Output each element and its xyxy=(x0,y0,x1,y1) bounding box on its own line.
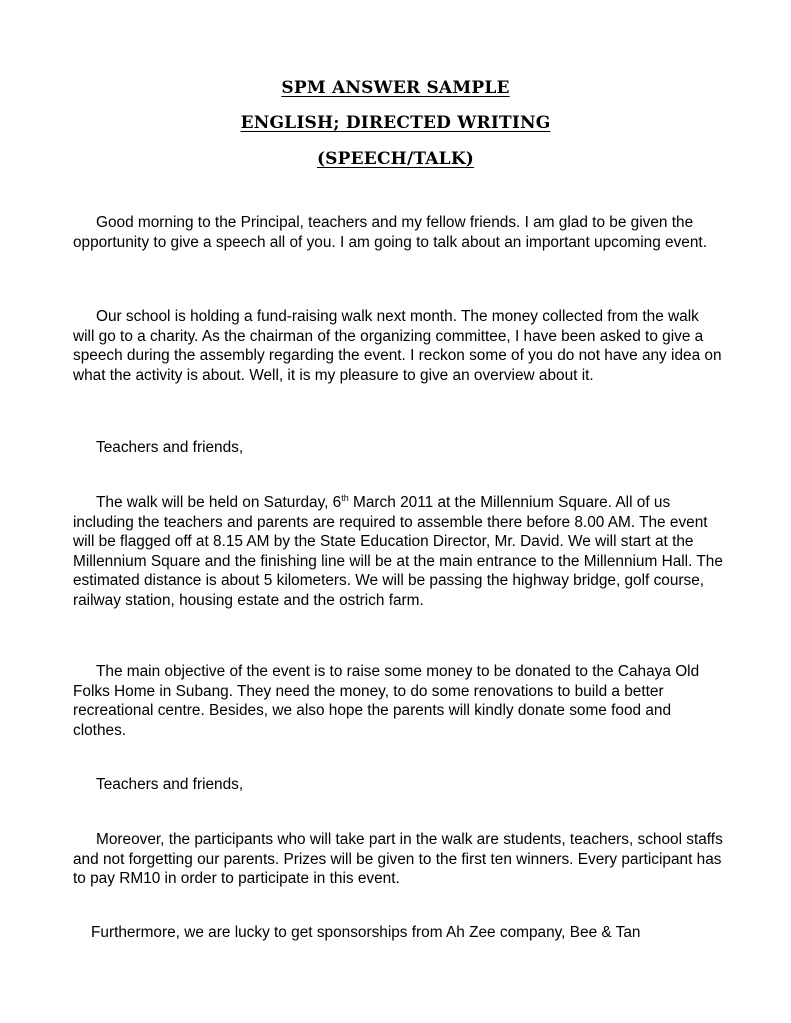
paragraph-address-2: Teachers and friends, xyxy=(96,776,244,793)
document-type-label: (SPEECH/TALK) xyxy=(316,149,475,169)
paragraph-participants: Moreover, the participants who will take part in the walk are students, teachers, school staffs and not forgetting our parents. Prizes will be given to the first ten winners. Every participant has to pay RM10 in order to participate in this event. xyxy=(73,831,723,888)
document-subtitle: ENGLISH; DIRECTED WRITING xyxy=(240,113,551,133)
paragraph-introduction: Our school is holding a fund-raising walk next month. The money collected from the walk will go to a charity. As the chairman of the organizing committee, I have been asked to give a speech during the assembly regarding the event. I reckon some of you do not have any idea on what the activity is about. Well, it is my pleasure to give an overview about it. xyxy=(73,308,722,384)
paragraph-event-details: The walk will be held on Saturday, 6th March 2011 at the Millennium Square. All of us including the teachers and parents are required to assemble there before 8.00 AM. The event will be flagged off at 8.15 AM by the State Education Director, Mr. David. We will start at the Millennium Square and the finishing line will be at the main entrance to the Millennium Hall. The estimated distance is about 5 kilometers. We will be passing the highway bridge, golf course, railway station, housing estate and the ostrich farm. xyxy=(73,492,723,609)
ordinal-suffix: th xyxy=(341,492,349,503)
document-title: SPM ANSWER SAMPLE xyxy=(281,78,510,98)
paragraph-address-1: Teachers and friends, xyxy=(96,439,244,456)
paragraph-sponsorships: Furthermore, we are lucky to get sponsorships from Ah Zee company, Bee & Tan xyxy=(91,924,641,941)
paragraph-greeting: Good morning to the Principal, teachers and my fellow friends. I am glad to be given the opportunity to give a speech all of you. I am going to talk about an important upcoming event. xyxy=(73,214,707,251)
paragraph-objective: The main objective of the event is to raise some money to be donated to the Cahaya Old Folks Home in Subang. They need the money, to do some renovations to build a better recreational centre. Besides, we also hope the parents will kindly donate some food and clothes. xyxy=(73,663,700,739)
